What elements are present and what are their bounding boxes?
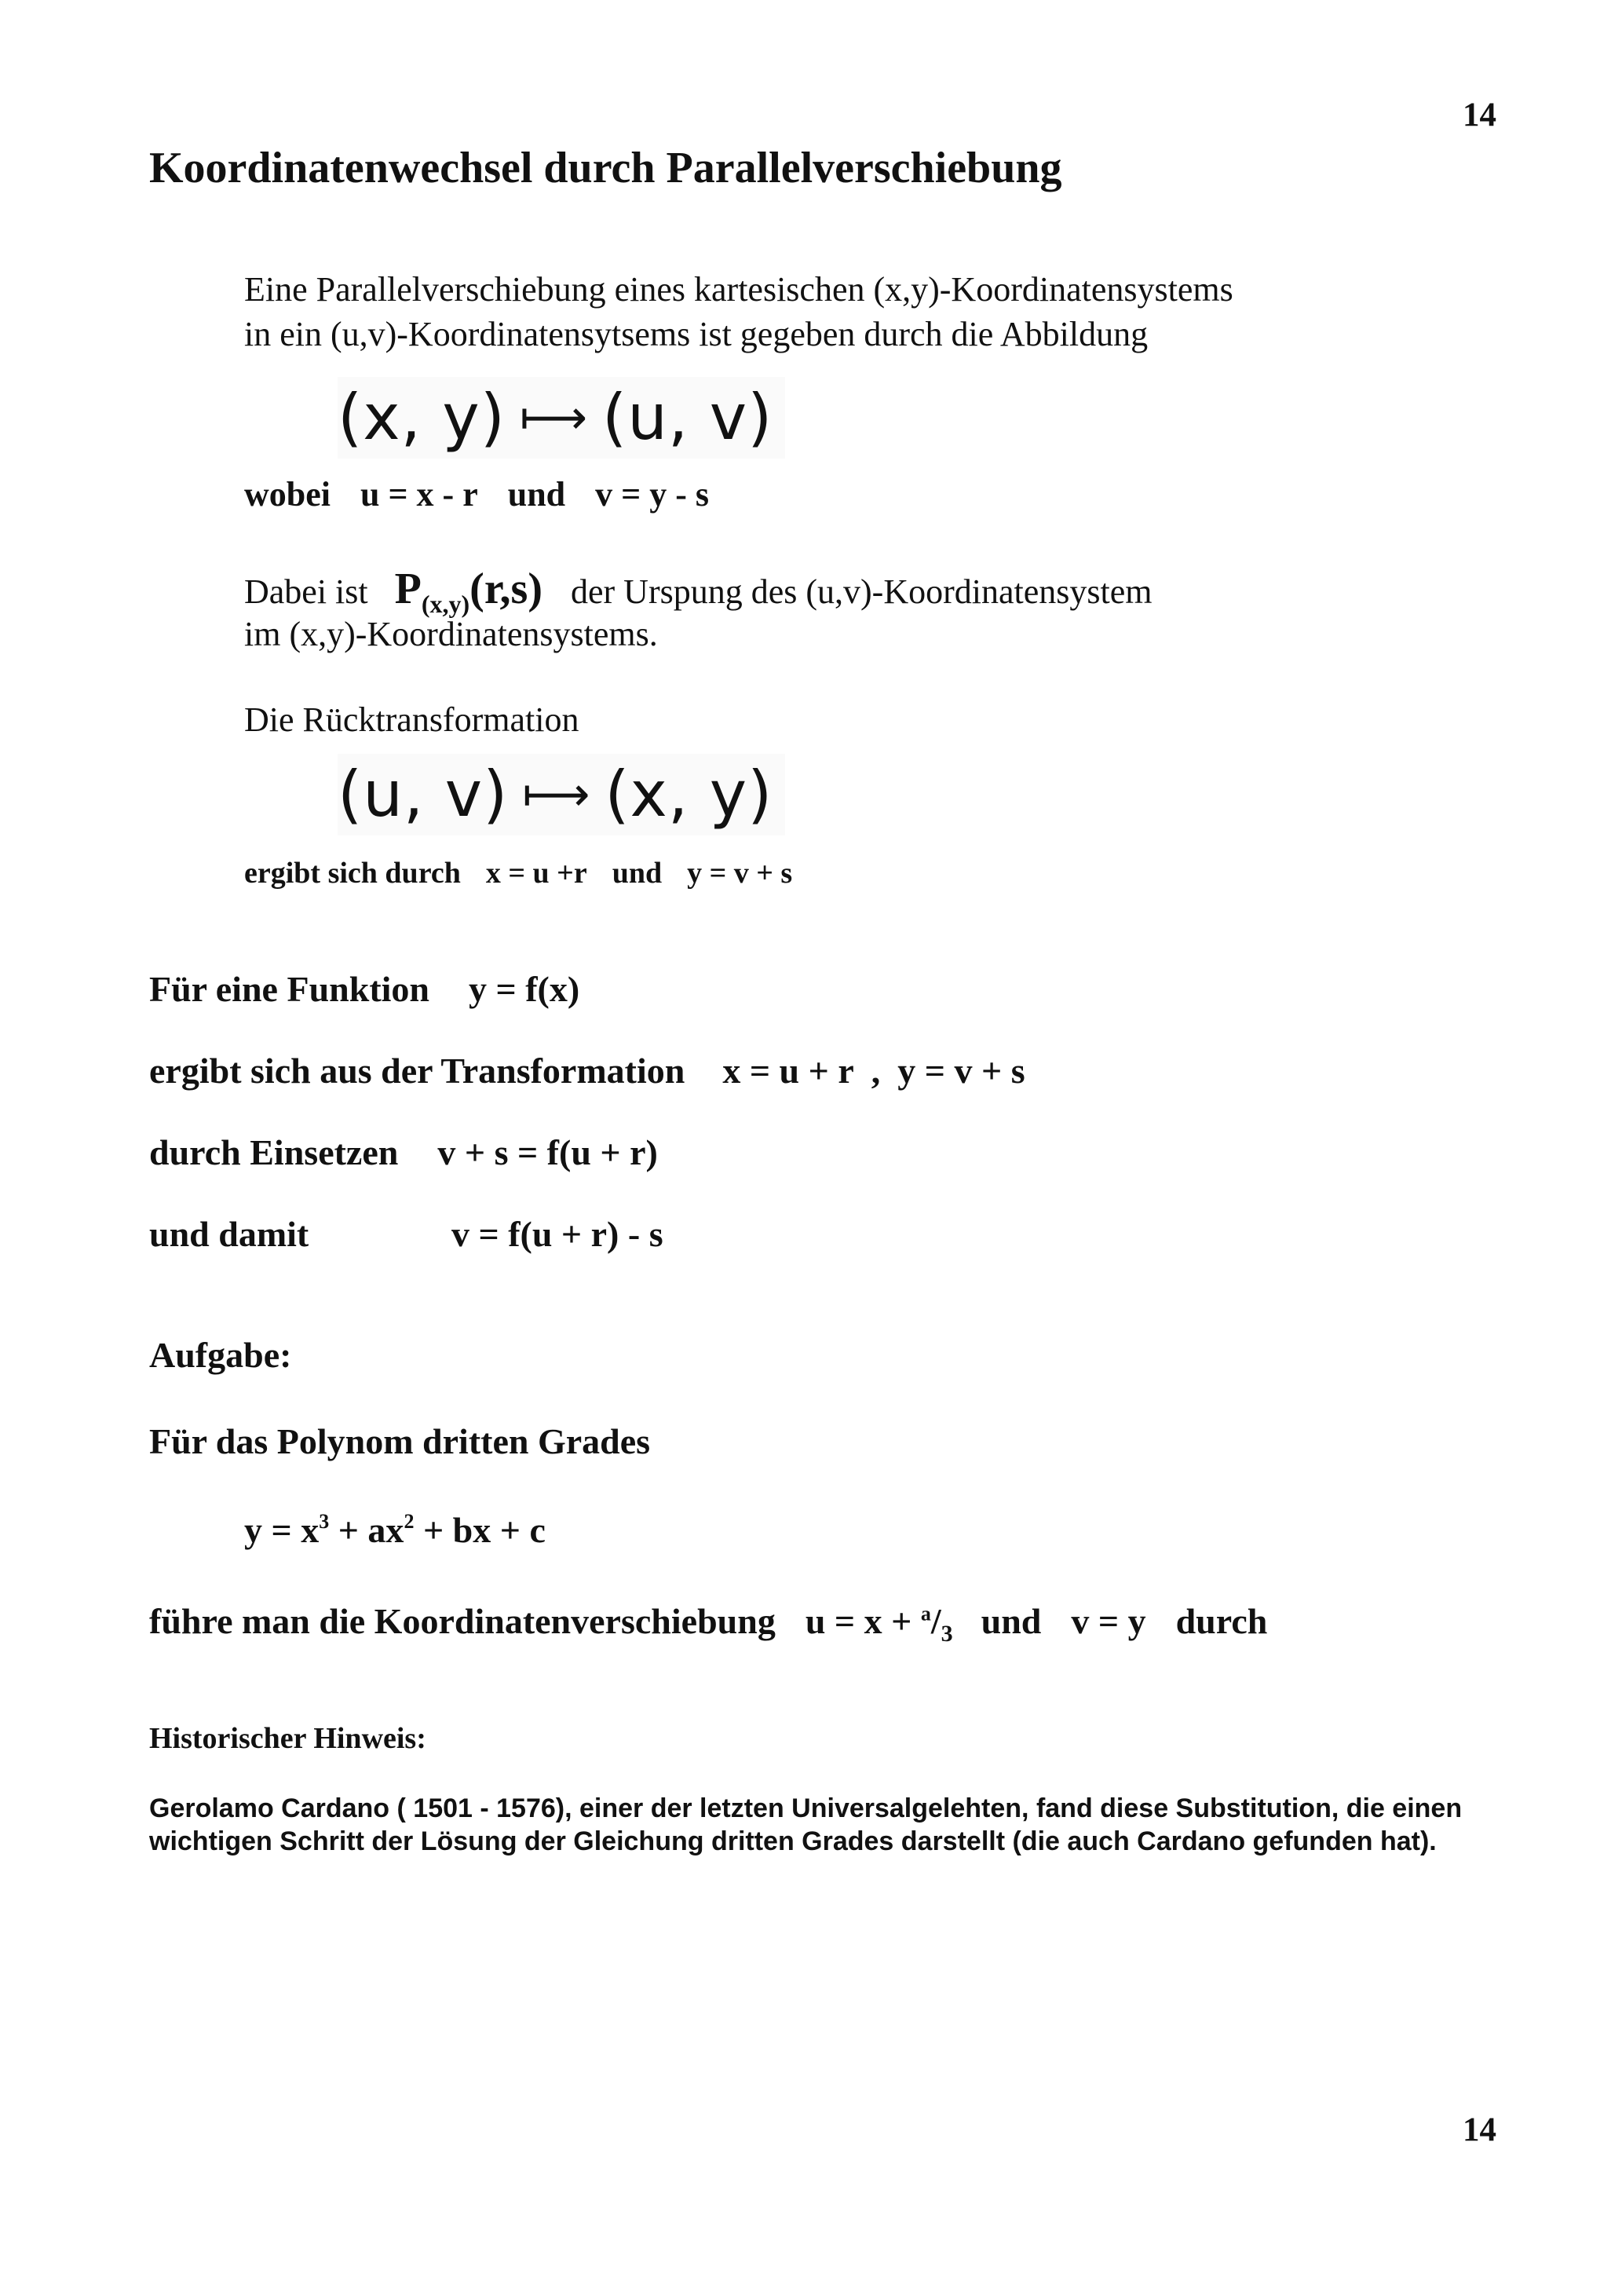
dabei-line-2: im (x,y)-Koordinatensystems. [244,615,658,653]
wobei-line [244,474,709,514]
hinweis-heading: Historischer Hinweis: [149,1722,426,1755]
page-number-top: 14 [1463,97,1496,133]
einsetzen-label: durch Einsetzen [149,1132,399,1172]
fuehre-label: führe man die Koordinatenverschiebung [149,1601,776,1641]
ergibt-eq-y: y = v + s [687,857,793,890]
fuehre-line [149,1600,1267,1647]
intro-line-1: Eine Parallelverschiebung eines kartesischen (x,y)-Koordinatensystems [244,270,1233,309]
transformation-line [149,1050,1025,1091]
wobei-und: und [507,475,566,514]
polynom-line: Für das Polynom dritten Grades [149,1421,651,1461]
maps-to-arrow-icon: ⟼ [519,390,588,445]
inverse-map-formula [338,754,785,835]
origin-point-args: (r,s) [469,565,542,613]
wobei-eq-v: v = y - s [595,475,710,514]
forward-map-formula [338,377,785,459]
origin-point-subscript: (x,y) [421,590,470,619]
origin-point: $P_{(x,y)}(r,s)$ [394,565,542,619]
page-title: Koordinatenwechsel durch Parallelverschiebung [149,144,1062,192]
funktion-eq: y = f(x) [469,969,580,1009]
intro-line-2: in ein (u,v)-Koordinatensytsems ist gegeben durch die Abbildung [244,315,1149,353]
polynom-formula: $y = x^3 + ax^2$ + bx + c [244,1509,546,1550]
transformation-eq-x: x = u + r [722,1051,854,1091]
ergibt-line [244,856,792,890]
fuehre-durch: durch [1175,1601,1268,1641]
inverse-map-from: (u, v) [338,758,509,831]
ergibt-label: ergibt sich durch [244,857,461,890]
dabei-prefix: Dabei ist [244,572,368,611]
fuehre-und: und [981,1601,1042,1641]
exponent-3: 3 [319,1509,330,1533]
ergibt-und: und [612,857,663,890]
transformation-label: ergibt sich aus der Transformation [149,1051,685,1091]
aufgabe-heading: Aufgabe: [149,1335,292,1375]
dabei-line [244,564,1153,619]
funktion-label: Für eine Funktion [149,969,429,1009]
funktion-line [149,968,579,1010]
einsetzen-eq: v + s = f(u + r) [437,1132,658,1172]
ruecktransformation-label: Die Rücktransformation [244,700,579,739]
forward-map-to: (u, v) [601,381,773,454]
damit-line [149,1213,663,1255]
einsetzen-line [149,1132,658,1173]
exponent-2: 2 [404,1509,415,1533]
dabei-suffix: der Urspung des (u,v)-Koordinatensystem [570,572,1153,611]
transformation-eq-y: y = v + s [897,1051,1025,1091]
fuehre-v-eq: v = y [1071,1601,1146,1641]
forward-map-from: (x, y) [338,381,506,454]
hinweis-text: Gerolamo Cardano ( 1501 - 1576), einer der letzten Universalgelehten, fand diese Substitution, die einen wichtigen Schritt der Lösung der Gleichung dritten Grades darstellt (die auch Cardano gefunden hat). [149,1793,1463,1856]
ergibt-eq-x: x = u +r [485,857,587,890]
wobei-eq-u: u = x - r [360,475,478,514]
damit-eq: v = f(u + r) - s [451,1214,663,1254]
damit-label: und damit [149,1214,309,1254]
page-number-bottom: 14 [1463,2111,1496,2148]
inverse-map-to: (x, y) [605,758,773,831]
transformation-sep: , [871,1051,881,1091]
wobei-label: wobei [244,475,331,514]
fuehre-u-eq: $u = x + ^a/_3$ [805,1601,953,1647]
maps-to-arrow-icon: ⟼ [522,767,591,822]
